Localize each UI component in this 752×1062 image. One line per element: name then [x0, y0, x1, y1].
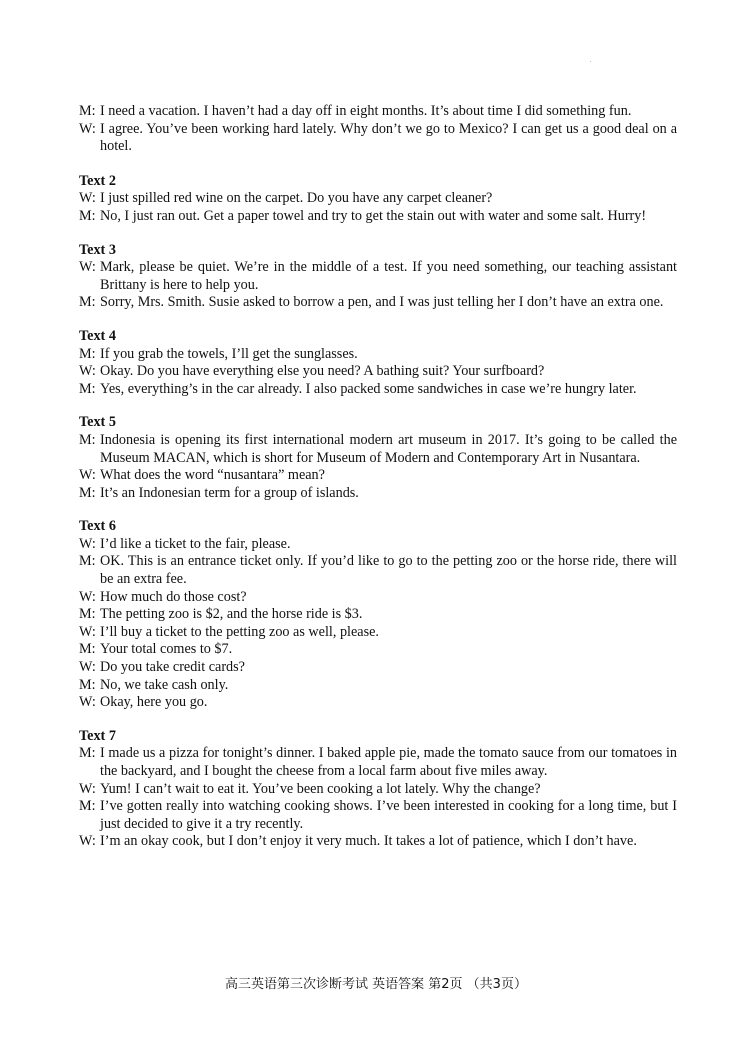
speaker-label: M: — [79, 207, 96, 224]
speaker-label: W: — [79, 659, 96, 676]
dialogue-line — [79, 467, 677, 485]
speaker-label: W: — [79, 623, 96, 640]
speaker-label: M: — [79, 641, 96, 658]
dialogue-text: I’ll buy a ticket to the petting zoo as well, please. — [100, 623, 379, 640]
speaker-label: M: — [79, 431, 96, 448]
dialogue-line — [79, 121, 677, 156]
speaker-label: W: — [79, 535, 96, 552]
dialogue-text: Yum! I can’t wait to eat it. You’ve been cooking a lot lately. Why the change? — [100, 780, 541, 797]
dialogue-text: I made us a pizza for tonight’s dinner. I baked apple pie, made the tomato sauce from our tomatoes in the backyard, and I bought the cheese from a local farm about five miles away. — [100, 745, 677, 779]
speaker-label: M: — [79, 484, 96, 501]
transcript-section — [79, 103, 677, 156]
dialogue-text: It’s an Indonesian term for a group of islands. — [100, 484, 359, 501]
dialogue-line — [79, 536, 677, 554]
transcript-section — [79, 414, 677, 502]
dialogue-line — [79, 781, 677, 799]
dialogue-text: No, we take cash only. — [100, 676, 229, 693]
transcript-section — [79, 173, 677, 226]
speaker-label: W: — [79, 833, 96, 850]
dialogue-line — [79, 432, 677, 467]
dialogue-text: No, I just ran out. Get a paper towel and try to get the stain out with water and some salt. Hurry! — [100, 207, 647, 224]
dialogue-line — [79, 745, 677, 780]
dialogue-text: Your total comes to $7. — [100, 641, 233, 658]
dialogue-text: Mark, please be quiet. We’re in the middle of a test. If you need something, our teaching assistant Brittany is here to help you. — [100, 259, 677, 293]
speaker-label: W: — [79, 694, 96, 711]
section-title: Text 3 — [79, 241, 116, 258]
dialogue-text: What does the word “nusantara” mean? — [100, 467, 325, 484]
dialogue-line — [79, 641, 677, 659]
speaker-label: W: — [79, 120, 96, 137]
dialogue-line — [79, 363, 677, 381]
dialogue-line — [79, 208, 677, 226]
speaker-label: W: — [79, 190, 96, 207]
dialogue-line — [79, 606, 677, 624]
dialogue-text: Okay. Do you have everything else you need? A bathing suit? Your surfboard? — [100, 363, 545, 380]
dialogue-line — [79, 259, 677, 294]
dialogue-text: Yes, everything’s in the car already. I also packed some sandwiches in case we’re hungry later. — [100, 380, 637, 397]
speaker-label: W: — [79, 259, 96, 276]
dialogue-text: I’ve gotten really into watching cooking shows. I’ve been interested in cooking for a long time, but I just decided to give it a try recently. — [100, 798, 677, 832]
dialogue-text: How much do those cost? — [100, 588, 247, 605]
dialogue-line — [79, 381, 677, 399]
section-title: Text 4 — [79, 327, 116, 344]
speaker-label: W: — [79, 363, 96, 380]
speaker-label: M: — [79, 294, 96, 311]
corner-mark: . — [590, 58, 592, 64]
speaker-label: M: — [79, 745, 96, 762]
dialogue-text: I just spilled red wine on the carpet. Do you have any carpet cleaner? — [100, 190, 493, 207]
dialogue-line — [79, 833, 677, 851]
speaker-label: M: — [79, 676, 96, 693]
dialogue-text: OK. This is an entrance ticket only. If you’d like to go to the petting zoo or the horse ride, there will be an extra fee. — [100, 553, 677, 588]
section-title: Text 7 — [79, 727, 116, 744]
speaker-label: W: — [79, 588, 96, 605]
dialogue-line — [79, 659, 677, 677]
dialogue-line — [79, 190, 677, 208]
section-title: Text 2 — [79, 172, 116, 189]
speaker-label: W: — [79, 467, 96, 484]
dialogue-line — [79, 103, 677, 121]
dialogue-text: I need a vacation. I haven’t had a day off in eight months. It’s about time I did something fun. — [100, 103, 632, 119]
dialogue-text: I’m an okay cook, but I don’t enjoy it very much. It takes a lot of patience, which I don’t have. — [100, 833, 637, 850]
dialogue-text: Do you take credit cards? — [100, 659, 245, 676]
speaker-label: M: — [79, 798, 96, 815]
speaker-label: M: — [79, 380, 96, 397]
dialogue-text: Sorry, Mrs. Smith. Susie asked to borrow a pen, and I was just telling her I don’t have an extra one. — [100, 294, 664, 311]
transcript-section — [79, 728, 677, 851]
transcript-body — [79, 103, 677, 867]
dialogue-line — [79, 589, 677, 607]
page-footer: 高三英语第三次诊断考试 英语答案 第2页 （共3页） — [225, 977, 527, 992]
dialogue-line — [79, 485, 677, 503]
dialogue-line — [79, 677, 677, 695]
transcript-section — [79, 242, 677, 312]
dialogue-text: Okay, here you go. — [100, 694, 208, 711]
dialogue-text: I’d like a ticket to the fair, please. — [100, 535, 291, 552]
transcript-section — [79, 328, 677, 398]
dialogue-text: I agree. You’ve been working hard lately. Why don’t we go to Mexico? I can get us a good deal on a hotel. — [100, 120, 677, 155]
dialogue-line — [79, 346, 677, 364]
section-title: Text 5 — [79, 414, 116, 431]
transcript-section — [79, 518, 677, 712]
speaker-label: M: — [79, 345, 96, 362]
dialogue-line — [79, 798, 677, 833]
speaker-label: M: — [79, 606, 96, 623]
dialogue-line — [79, 553, 677, 588]
speaker-label: M: — [79, 553, 96, 570]
dialogue-text: If you grab the towels, I’ll get the sunglasses. — [100, 345, 358, 362]
speaker-label: W: — [79, 780, 96, 797]
dialogue-text: Indonesia is opening its first international modern art museum in 2017. It’s going to be called the Museum MACAN, which is short for Museum of Modern and Contemporary Art in Nusantara. — [100, 431, 677, 466]
speaker-label: M: — [79, 103, 96, 119]
dialogue-line — [79, 694, 677, 712]
dialogue-line — [79, 294, 677, 312]
section-title: Text 6 — [79, 518, 116, 535]
dialogue-line — [79, 624, 677, 642]
dialogue-text: The petting zoo is $2, and the horse ride is $3. — [100, 606, 363, 623]
